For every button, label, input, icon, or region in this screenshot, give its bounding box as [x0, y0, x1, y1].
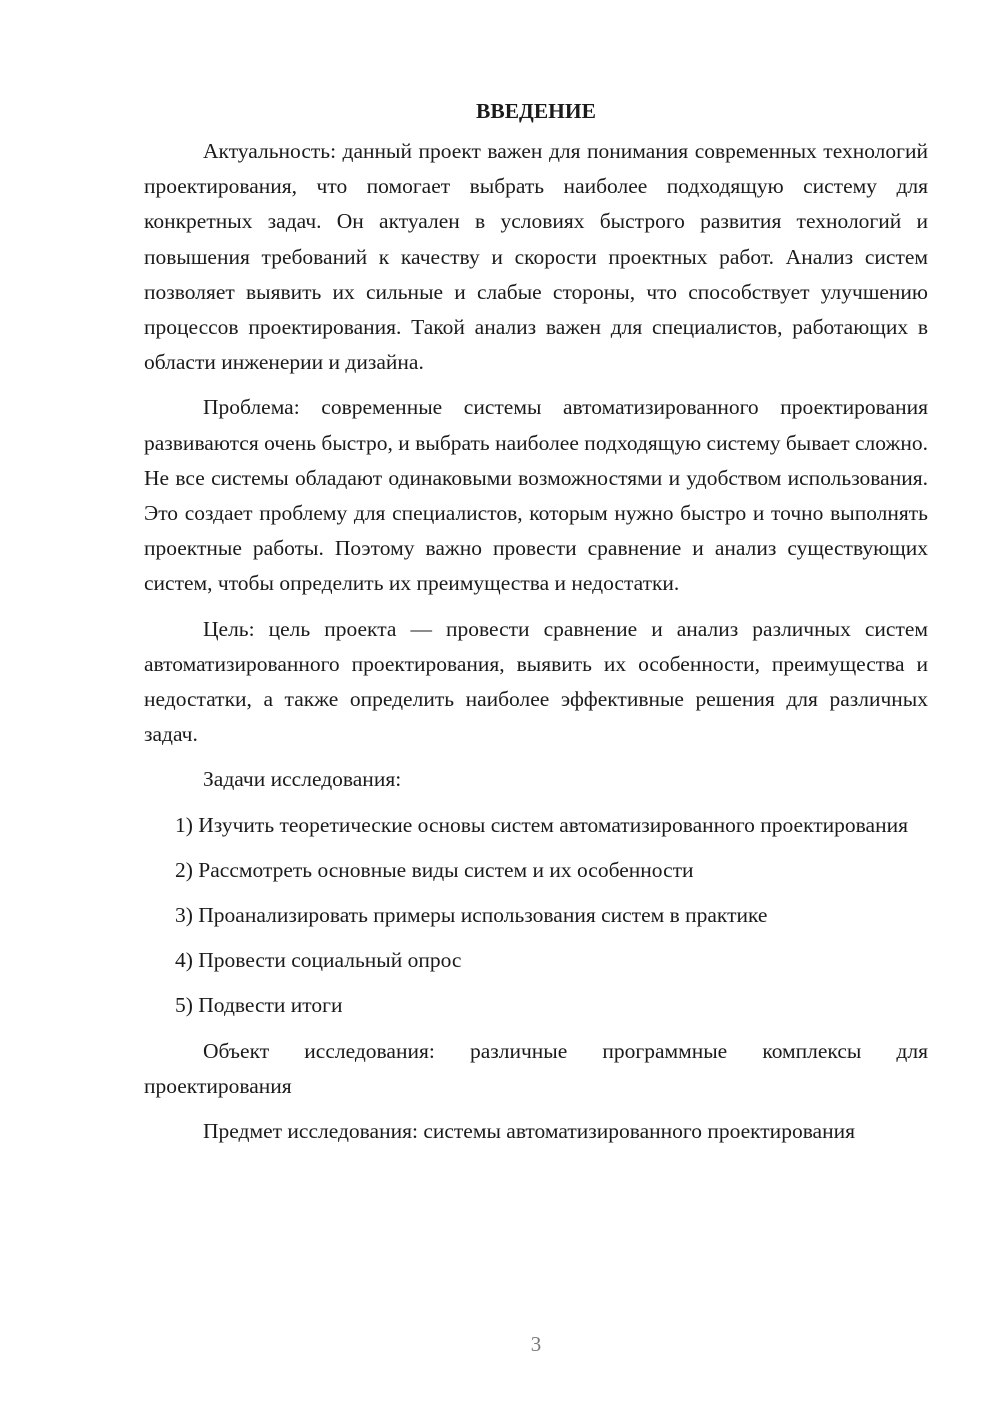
task-item-4: 4) Провести социальный опрос: [175, 948, 462, 973]
task-item-3: 3) Проанализировать примеры использования систем в практике: [175, 903, 768, 928]
page-number: 3: [530, 1332, 542, 1356]
document-page: [144, 96, 928, 1159]
relevance-paragraph: Актуальность: данный проект важен для понимания современных технологий проектирования, что помогает выбрать наиболее подходящую систему для конкретных задач. Он актуален в условиях быстрого развития технологий и повышения требований к качеству и скорости проектных работ. Анализ систем позволяет выявить их сильные и слабые стороны, что способствует улучшению процессов проектирования. Такой анализ важен для специалистов, работающих в области инженерии и дизайна.: [144, 139, 928, 375]
page-title: ВВЕДЕНИЕ: [476, 99, 596, 123]
task-item-2: 2) Рассмотреть основные виды систем и их особенности: [175, 857, 694, 882]
subject-paragraph: Предмет исследования: системы автоматизированного проектирования: [203, 1119, 856, 1144]
goal-paragraph: Цель: цель проекта — провести сравнение и анализ различных систем автоматизированного проектирования, выявить их особенности, преимущества и недостатки, а также определить наиболее эффективные решения для различных задач.: [144, 616, 928, 747]
tasks-heading: Задачи исследования:: [203, 767, 402, 792]
object-paragraph: Объект исследования: различные программные комплексы для проектирования: [144, 1038, 928, 1098]
task-item-5: 5) Подвести итоги: [175, 993, 343, 1018]
problem-paragraph: Проблема: современные системы автоматизированного проектирования развиваются очень быстро, и выбрать наиболее подходящую систему бывает сложно. Не все системы обладают одинаковыми возможностями и удобством использования. Это создает проблему для специалистов, которым нужно быстро и точно выполнять проектные работы. Поэтому важно провести сравнение и анализ существующих систем, чтобы определить их преимущества и недостатки.: [144, 395, 928, 596]
task-item-1: 1) Изучить теоретические основы систем автоматизированного проектирования: [175, 812, 908, 837]
